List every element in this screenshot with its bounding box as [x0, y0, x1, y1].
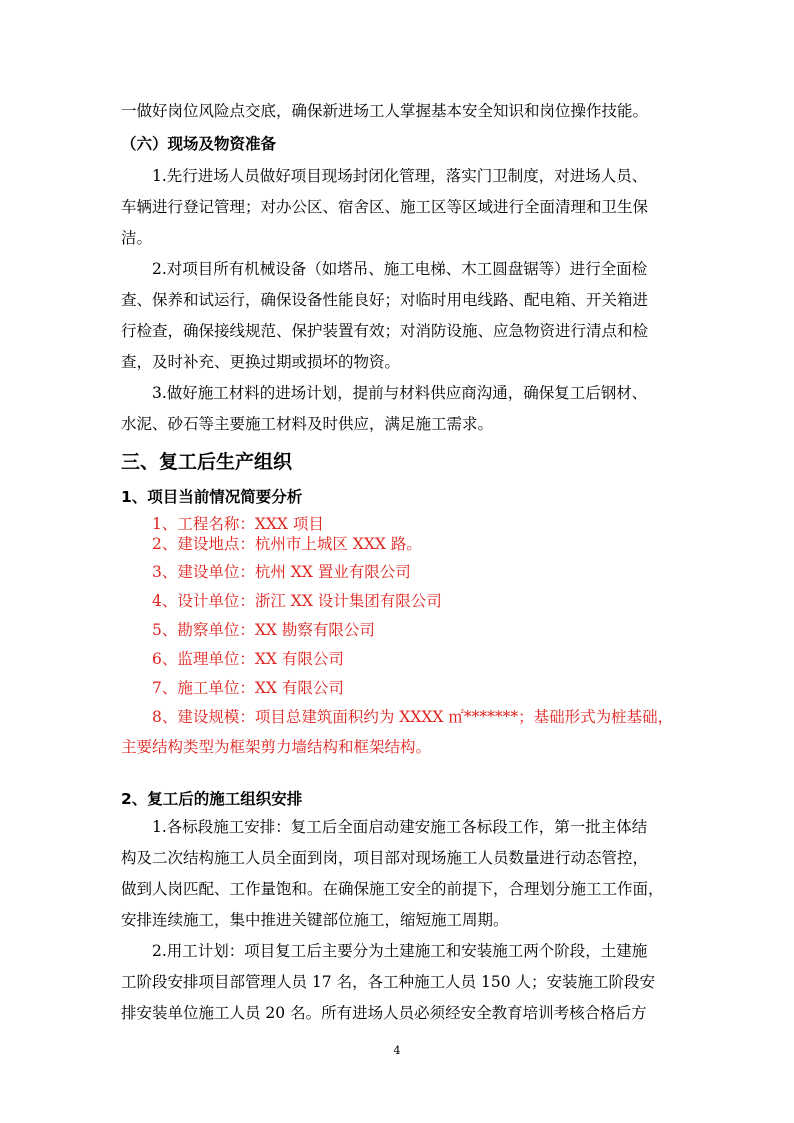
project-info-item: 主要结构类型为框架剪力墙结构和框架结构。: [121, 738, 432, 756]
page-number: 4: [393, 1044, 401, 1057]
text-line: 2.对项目所有机械设备（如塔吊、施工电梯、木工圆盘锯等）进行全面检: [152, 260, 648, 278]
project-info-item: 6、监理单位：XX 有限公司: [152, 650, 344, 668]
text-line: 排安装单位施工人员 20 名。所有进场人员必须经安全教育培训考核合格后方: [121, 1004, 647, 1022]
section-heading: （六）现场及物资准备: [121, 135, 277, 153]
text-line: 1.各标段施工安排：复工后全面启动建安施工各标段工作，第一批主体结: [152, 818, 648, 836]
text-line: 查、保养和试运行，确保设备性能良好；对临时用电线路、配电箱、开关箱进: [121, 291, 649, 309]
project-info-item: 1、工程名称：XXX 项目: [152, 515, 324, 533]
text-line: 一做好岗位风险点交底，确保新进场工人掌握基本安全知识和岗位操作技能。: [121, 102, 649, 120]
text-line: 洁。: [121, 229, 153, 247]
text-line: 工阶段安排项目部管理人员 17 名，各工种施工人员 150 人；安装施工阶段安: [121, 973, 656, 991]
project-info-item: 2、建设地点：杭州市上城区 XXX 路。: [152, 535, 422, 553]
text-line: 车辆进行登记管理；对办公区、宿舍区、施工区等区域进行全面清理和卫生保: [121, 198, 649, 216]
project-info-item: 4、设计单位：浙江 XX 设计集团有限公司: [152, 592, 442, 610]
project-info-item: 5、勘察单位：XX 勘察有限公司: [152, 621, 375, 639]
project-info-item: 7、施工单位：XX 有限公司: [152, 679, 344, 697]
text-line: 水泥、砂石等主要施工材料及时供应，满足施工需求。: [121, 415, 494, 433]
text-line: 2.用工计划：项目复工后主要分为土建施工和安装施工两个阶段，土建施: [152, 942, 648, 960]
text-line: 查，及时补充、更换过期或损坏的物资。: [121, 353, 401, 371]
project-info-item: 8、建设规模：项目总建筑面积约为 XXXX ㎡*******；基础形式为桩基础，: [152, 708, 674, 726]
text-line: 3.做好施工材料的进场计划，提前与材料供应商沟通，确保复工后钢材、: [152, 384, 648, 402]
subsection-heading: 1、项目当前情况简要分析: [121, 488, 303, 506]
text-line: 构及二次结构施工人员全面到岗，项目部对现场施工人员数量进行动态管控，: [121, 849, 649, 867]
text-line: 1.先行进场人员做好项目现场封闭化管理，落实门卫制度，对进场人员、: [152, 167, 648, 185]
text-line: 行检查，确保接线规范、保护装置有效；对消防设施、应急物资进行清点和检: [121, 322, 649, 340]
text-line: 做到人岗匹配、工作量饱和。在确保施工安全的前提下，合理划分施工工作面，: [121, 880, 664, 898]
chapter-heading: 三、复工后生产组织: [121, 451, 293, 473]
text-line: 安排连续施工，集中推进关键部位施工，缩短施工周期。: [121, 911, 509, 929]
subsection-heading: 2、复工后的施工组织安排: [121, 790, 303, 808]
project-info-item: 3、建设单位：杭州 XX 置业有限公司: [152, 563, 411, 581]
